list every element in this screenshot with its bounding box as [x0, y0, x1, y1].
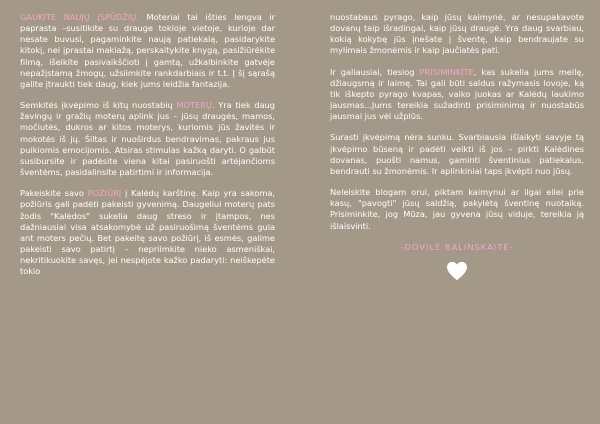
highlight-attitude: POŽIŪRĮ [87, 188, 122, 199]
paragraph-continuation: nuostabaus pyrago, kaip jūsų kaimynė, ar nesupakavote dovanų taip išradingai, kaip jūsų draugė. Yra daug svarbiau, kokią kokybę jūs įnešate į šventę, kaip bendraujate su mylimais žmonėmis ir kaip jaučiatės pati. [330, 12, 584, 56]
author-signature: -DOVILĖ BALINSKAITĖ- [400, 241, 514, 252]
paragraph-text: į Kalėdų karštinę. Kaip yra sakoma, požiūris gali padėti pakeisti gyvenimą. Daugeliui moterų pats žodis "Kalėdos" sukelia daug streso ir įtampos, nes dažniausiai visa atsakomybė už pasiruošimą šventėms gula ant moters pečių. Bet pakeitę savo požiūrį, iš esmės, galime pakeisti savo patirtį – nepriimkite nieko asmeniškai, nekritikuokite savęs, jei nespėjote kažko padaryti: neiškepėte tokio [20, 188, 275, 277]
paragraph-text: , kas sukelia jums meilę, džiaugsmą ir laimę. Tai gali būti saldus ražymasis lovoje, ką tik iškepto pyrago kvapas, vaiko juokas ar Kalėdų laukimo jausmas...Jums tereikia sužadinti prisiminimą ir nuostabūs jausmai jus vėl užplūs. [330, 66, 584, 122]
paragraph-women [20, 100, 275, 178]
paragraph-text: Semkitės įkvėpimo iš kitų nuostabių [20, 100, 177, 111]
paragraph-text: Pakeiskite savo [20, 188, 88, 199]
paragraph-remember [330, 67, 584, 123]
highlight-remember: PRISIMINKITE [419, 66, 474, 77]
heart-icon [446, 261, 468, 281]
left-column [20, 12, 275, 287]
paragraph-text: . Yra tiek daug žavingų ir gražių moterų aplink jus – jūsų draugės, mamos, močiutės, dukros ar kitos moterys, kuriomis jūs žavitės ir mokotės iš jų. Šiltas ir nuoširdus bendravimas, pakraus jus puikiomis emocijomis. Atsiras stimulas kažką daryti. O galbūt susibursite ir padėsite viena kitai pasiruošti artėjančioms šventėms, pasidalinsite patirtimi ir informacija. [20, 100, 275, 178]
paragraph-mood: Neleiskite blogam orui, piktam kaimynui ar ilgai eilei prie kasų, "pavogti" jūsų saldžią, pakylėtą šventinę nuotaiką. Prisiminkite, jog Mūza, jau gyvena jūsų viduje, tereikia ją išlaisvinti. [330, 187, 584, 231]
highlight-women: MOTERŲ [176, 100, 212, 111]
highlight-new-impressions: GAUKITE NAUJŲ ĮSPŪDŽIŲ. [20, 12, 139, 22]
paragraph-new-impressions [20, 12, 275, 90]
right-column [330, 12, 584, 281]
paragraph-text: Moteriai tai išties lengva ir paprasta –susitikite su drauge tokioje vietoje, kurioje dar nesate buvusi, pagaminkite naują patiekalą, pasidarykite kitokį, nei įprastai makiažą, perskaitykite knygą, pasižiūrėkite filmą, išeikite pasivaikščioti į gamtą, užkalbinkite gatvėje nepažįstamą žmogų, užsiimkite rankdarbiais ir t.t. Į šį sąrašą galite įtraukti tiek daug, kiek jums leidžia fantazija. [20, 12, 275, 89]
paragraph-text: Ir galiausiai, tiesiog [330, 66, 420, 77]
paragraph-inspiration: Surasti įkvėpimą nėra sunku. Svarbiausia išlaikyti savyje tą įkvėpimo būseną ir padėti veikti iš jos – pirkti Kalėdines dovanas, puošti namus, gaminti šventinius patiekalus, bendrauti su žmonėmis. Ir aplinkiniai taps įkvėpti nuo jūsų. [330, 132, 584, 176]
paragraph-attitude [20, 188, 275, 277]
